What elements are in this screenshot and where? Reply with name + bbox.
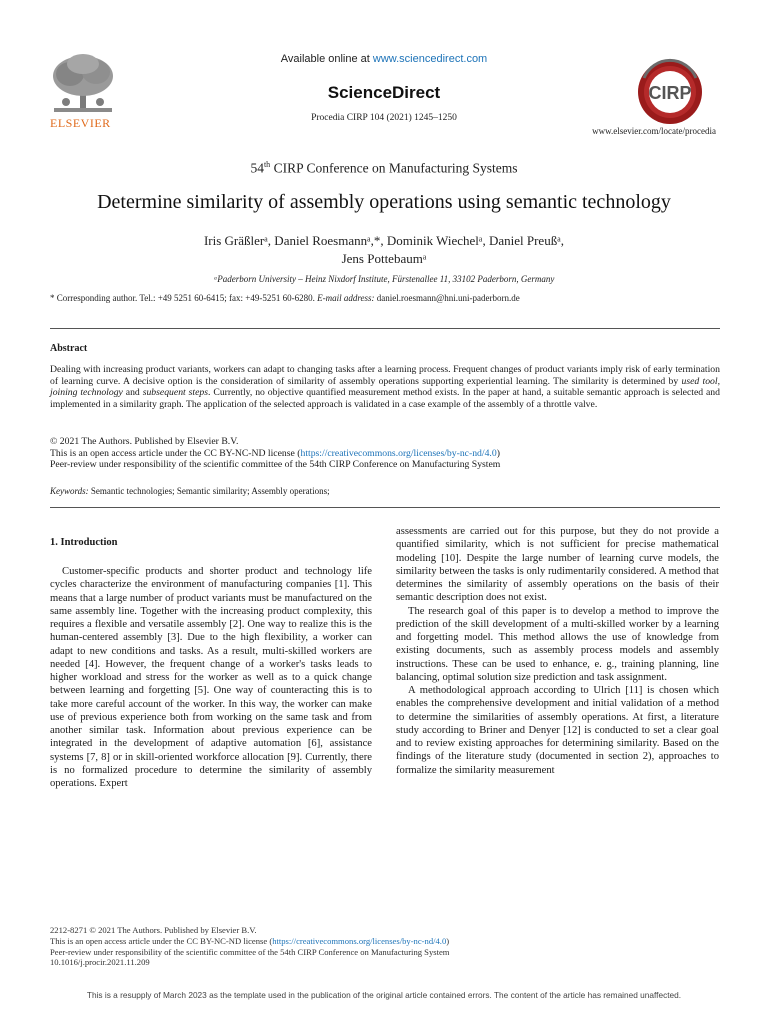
peer-review-line: Peer-review under responsibility of the scientific committee of the 54th CIRP Conference on Manufacturing System <box>50 459 501 470</box>
abstract-emphasis-2: subsequent steps <box>142 387 209 398</box>
keywords-line <box>50 486 330 496</box>
copyright-line: © 2021 The Authors. Published by Elsevier B.V. <box>50 436 239 447</box>
footer-peer-review: Peer-review under responsibility of the scientific committee of the 54th CIRP Conference on Manufacturing System <box>50 946 450 957</box>
affiliation: ᵃPaderborn University – Heinz Nixdorf Institute, Fürstenallee 11, 33102 Paderborn, Germany <box>213 274 555 284</box>
abstract-emphasis-1: used tool, joining technology <box>50 375 720 398</box>
sciencedirect-brand: ScienceDirect <box>327 83 441 102</box>
left-column <box>50 565 372 790</box>
license-prefix: This is an open access article under the CC BY-NC-ND license ( <box>50 447 301 459</box>
license-link[interactable]: https://creativecommons.org/licenses/by-nc-nd/4.0 <box>300 447 497 459</box>
abstract-part-3: . Currently, no objective quantified measurement method exists. In the paper at hand, a suitable semantic approach is selected and implemented in a similarity graph. The application of the selected approach is validated in a case example of the assembly of a throttle valve. <box>50 387 720 410</box>
divider-top <box>50 328 720 329</box>
corresponding-text: * Corresponding author. Tel.: +49 5251 60-6415; fax: +49-5251 60-6280. <box>50 293 318 303</box>
right-paragraph-1: assessments are carried out for this purpose, but they do not provide a quantified similarity, which is not sufficient for precise mathematical modeling [10]. Despite the large number of learning curve models, the similarity between the tasks is only rudimentarily considered. A method that determines the similarity of assembly operations on the basis of their semantic description does not exist. <box>396 526 719 604</box>
email-address[interactable]: daniel.roesmann@hni.uni-paderborn.de <box>374 293 520 303</box>
cirp-logo <box>630 58 710 126</box>
abstract-heading: Abstract <box>50 343 88 354</box>
abstract-text <box>50 364 720 410</box>
cirp-logo-text: CIRP <box>648 83 692 103</box>
footer-issn: 2212-8271 © 2021 The Authors. Published by Elsevier B.V. <box>50 925 257 935</box>
license-block <box>50 436 720 471</box>
corresponding-author <box>50 293 520 303</box>
footer-license-suffix: ) <box>446 935 450 946</box>
conference-name <box>0 160 768 177</box>
right-column <box>396 525 719 777</box>
conference-rest: CIRP Conference on Manufacturing Systems <box>270 160 518 176</box>
footer-doi[interactable]: 10.1016/j.procir.2021.11.209 <box>50 957 150 968</box>
email-label: E-mail address: <box>317 293 375 303</box>
author-list <box>0 232 768 268</box>
keywords-list: Semantic technologies; Semantic similarity; Assembly operations; <box>88 486 330 496</box>
divider-bottom <box>50 507 720 508</box>
journal-url[interactable]: www.elsevier.com/locate/procedia <box>592 126 716 136</box>
conference-ordinal: 54 <box>250 160 264 176</box>
footer-license-link[interactable]: https://creativecommons.org/licenses/by-nc-nd/4.0 <box>272 935 447 946</box>
resupply-note: This is a resupply of March 2023 as the template used in the publication of the original article contained errors. The content of the article has remained unaffected. <box>86 990 682 1000</box>
keywords-label: Keywords: <box>50 486 89 496</box>
license-suffix: ) <box>496 447 500 459</box>
right-paragraph-3: A methodological approach according to Ulrich [11] is chosen which enables the comprehensive development and initial validation of a method to determine the similarities of assembly operations. At first, a literature study according to Briner and Denyer [12] is conducted to set a clear goal and to review existing approaches for determining similarity. Based on the findings of the literature study (documented in section 2), approaches to formalize the similarity measurement <box>396 685 719 776</box>
available-prefix: Available online at <box>280 53 373 65</box>
left-paragraph-1: Customer-specific products and shorter product and technology life cycles characterize the environment of manufacturing companies [1]. This means that a large number of product variants must be manufactured on the same assembly line. Together with the increasing product complexity, this requires a flexible and versatile assembly [2]. One way to realize this is the human-centered assembly [3]. Due to the high flexibility, a worker can adapt to new conditions and tasks. As a result, multi-skilled workers are needed [4]. However, the frequent change of a worker's tasks leads to higher workload and stress for the worker as well as to a quick change between learning and forgetting [5]. One way of counteracting this is to take more careful account of the worker. In this way, the worker can make use of previous experience both from working on the same task and from another similar task. Information about previous experience can be integrated in the development of adaptive automation [6], assistance systems [7, 8] or in skill-oriented workforce allocation [9]. Currently, there is no formalized procedure to determine the similarity of assembly operations. Expert <box>50 566 372 789</box>
paper-title: Determine similarity of assembly operations using semantic technology <box>97 191 671 213</box>
footer-notes <box>50 925 450 968</box>
footer-license <box>50 936 450 947</box>
right-paragraph-2: The research goal of this paper is to develop a method to improve the prediction of the skill development of a multi-skilled worker by a learning and forgetting model. This method allows the use of knowledge from existing documents, such as assembly process models and assembly instructions. These can be used to enhance, e. g., training planning, line balancing, optimal solution size prediction and task assignment. <box>396 605 719 683</box>
authors-line-2: Jens Pottebaumᵃ <box>341 251 427 266</box>
authors-line-1: Iris Gräßlerᵃ, Daniel Roesmannᵃ,*, Dominik Wiechelᵃ, Daniel Preußᵃ, <box>203 233 565 248</box>
conference-ordinal-suffix: th <box>263 160 271 169</box>
sciencedirect-link[interactable]: www.sciencedirect.com <box>372 53 488 65</box>
section-heading-introduction: 1. Introduction <box>50 537 118 548</box>
abstract-part-2: and <box>122 387 143 398</box>
elsevier-wordmark: ELSEVIER <box>50 116 111 130</box>
license-line <box>50 448 720 460</box>
abstract-part-1: Dealing with increasing product variants, workers can adapt to changing tasks after a learning process. Frequent changes of product variants imply risk of early termination of learning curve. A decisive option is the consideration of similarity of assembly operations supporting experiential learning. The similarity is determined by <box>50 364 720 387</box>
footer-license-prefix: This is an open access article under the CC BY-NC-ND license ( <box>50 935 273 946</box>
journal-reference: Procedia CIRP 104 (2021) 1245–1250 <box>311 113 457 123</box>
